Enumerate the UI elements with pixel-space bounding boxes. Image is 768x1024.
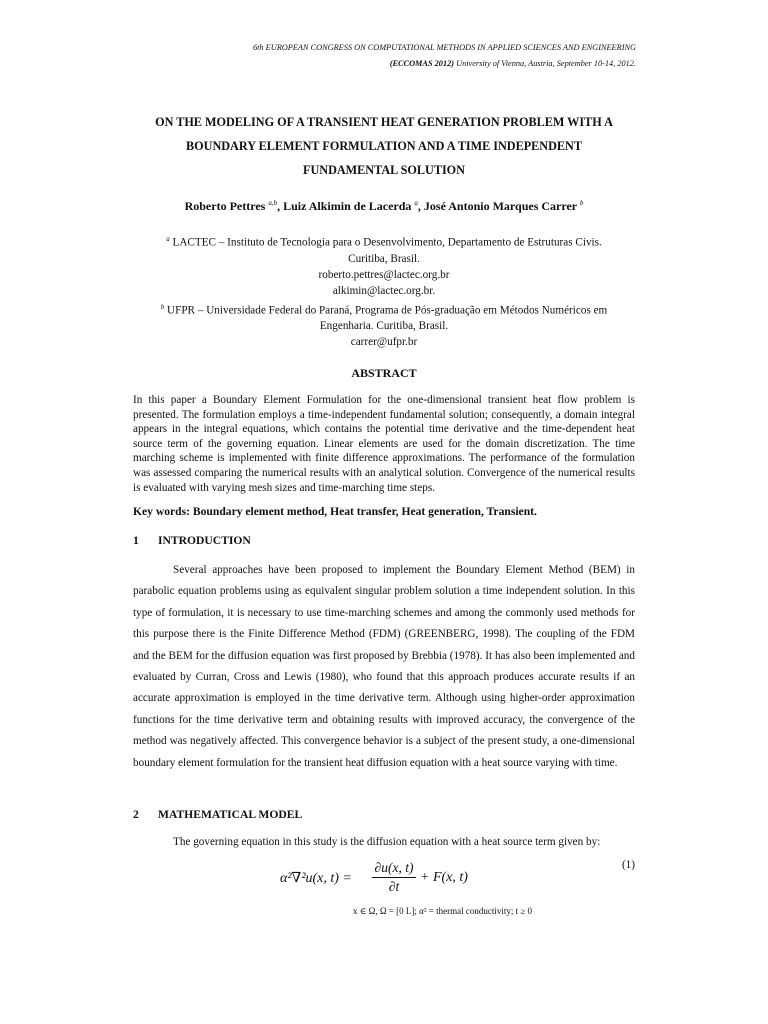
abstract-text: In this paper a Boundary Element Formulation for the one-dimensional transient heat flow problem is presented. The formulation employs a time-independent fundamental solution; consequently, a domain integral appears in the integral equations, which contains the potential time derivative and the time-dependent heat source term of the governing equation. Linear elements are used for the domain discretization. The time marching scheme is implemented with finite difference approximations. The performance of the formulation was assessed comparing the numerical results with an analytical solution. Convergence of the numerical results is evaluated with varying mesh sizes and time-marching time steps.: [133, 394, 635, 494]
conference-acronym: (ECCOMAS 2012): [389, 59, 455, 68]
author-separator: ,: [277, 199, 284, 213]
equation-conditions: x ∈ Ω, Ω = [0 L]; α² = thermal conductivity; t ≥ 0: [353, 906, 533, 916]
keywords: Key words: Boundary element method, Heat transfer, Heat generation, Transient.: [133, 505, 537, 518]
author-name: Roberto Pettres: [184, 199, 266, 213]
conference-header-line2: [390, 58, 636, 70]
author-name: José Antonio Marques Carrer: [423, 199, 577, 213]
equation-rhs: + F(x, t): [420, 870, 468, 885]
author-affiliation-mark: a,b: [268, 199, 278, 207]
conference-header-line1: 6th EUROPEAN CONGRESS ON COMPUTATIONAL METHODS IN APPLIED SCIENCES AND ENGINEERING: [252, 43, 636, 52]
title-line: FUNDAMENTAL SOLUTION: [303, 163, 465, 177]
mathematical-model-paragraph: The governing equation in this study is the diffusion equation with a heat source term given by:: [173, 836, 601, 848]
affiliation-city: Engenharia. Curitiba, Brasil.: [319, 320, 449, 333]
author-email: carrer@ufpr.br: [350, 336, 418, 349]
section-number: 1: [133, 534, 139, 547]
author-affiliation-mark: a: [414, 199, 418, 207]
author-separator: ,: [417, 199, 424, 213]
abstract-heading: ABSTRACT: [351, 366, 417, 380]
section-title: MATHEMATICAL MODEL: [158, 808, 303, 821]
section-heading-mathematical-model: [133, 808, 302, 821]
equation-numerator: ∂u(x, t): [374, 860, 414, 875]
introduction-paragraph: Several approaches have been proposed to implement the Boundary Element Method (BEM) in parabolic equation problems using as equivalent singular problem solution a time independent solution. In this type of formulation, it is necessary to use time-marching schemes and among the commonly used methods for this purpose there is the Finite Difference Method (FDM) (GREENBERG, 1998). The coupling of the FDM and the BEM for the diffusion equation was first proposed by Brebbia (1978). It has also been implemented and evaluated by Curran, Cross and Lewis (1980), who found that this approach produces accurate results if an accurate approximation is employed in the time derivative term. Although using higher-order approximation functions for the time derivative term and obtaining results with improved accuracy, the convergence of the method was negatively affected. This convergence behavior is a subject of the present study, a one-dimensional boundary element formulation for the transient heat diffusion equation with a heat source varying with time.: [133, 564, 635, 769]
affiliation-mark: b: [160, 302, 165, 311]
author-affiliation-mark: b: [579, 199, 584, 207]
conference-venue: University of Vienna, Austria, September 10-14, 2012.: [454, 59, 636, 68]
equation-lhs: α²∇²u(x, t) =: [280, 871, 352, 886]
affiliation-mark: a: [166, 235, 170, 243]
affiliation-text: LACTEC – Instituto de Tecnologia para o Desenvolvimento, Departamento de Estruturas Civis.: [169, 236, 602, 249]
affiliation-city: Curitiba, Brasil.: [348, 252, 420, 265]
author-email: roberto.pettres@lactec.org.br: [318, 268, 450, 281]
author-name: Luiz Alkimin de Lacerda: [283, 199, 412, 213]
equation-number: (1): [621, 859, 635, 871]
fraction-bar: [372, 877, 416, 878]
author-email: alkimin@lactec.org.br.: [332, 284, 436, 297]
section-number: 2: [133, 808, 139, 821]
section-heading-introduction: [133, 534, 251, 547]
affiliation-text: UFPR – Universidade Federal do Paraná, Programa de Pós-graduação em Métodos Numéricos em: [164, 304, 608, 317]
equation-fraction: [372, 860, 416, 895]
governing-equation: [280, 860, 480, 896]
paper-title: [133, 110, 635, 182]
affiliation-a: [133, 231, 635, 251]
title-line: BOUNDARY ELEMENT FORMULATION AND A TIME INDEPENDENT: [186, 139, 582, 153]
author-list: [133, 199, 635, 214]
title-line: ON THE MODELING OF A TRANSIENT HEAT GENERATION PROBLEM WITH A: [155, 115, 613, 129]
section-title: INTRODUCTION: [158, 534, 251, 547]
affiliations: [133, 231, 635, 350]
equation-denominator: ∂t: [388, 879, 400, 894]
affiliation-b: [133, 299, 635, 319]
